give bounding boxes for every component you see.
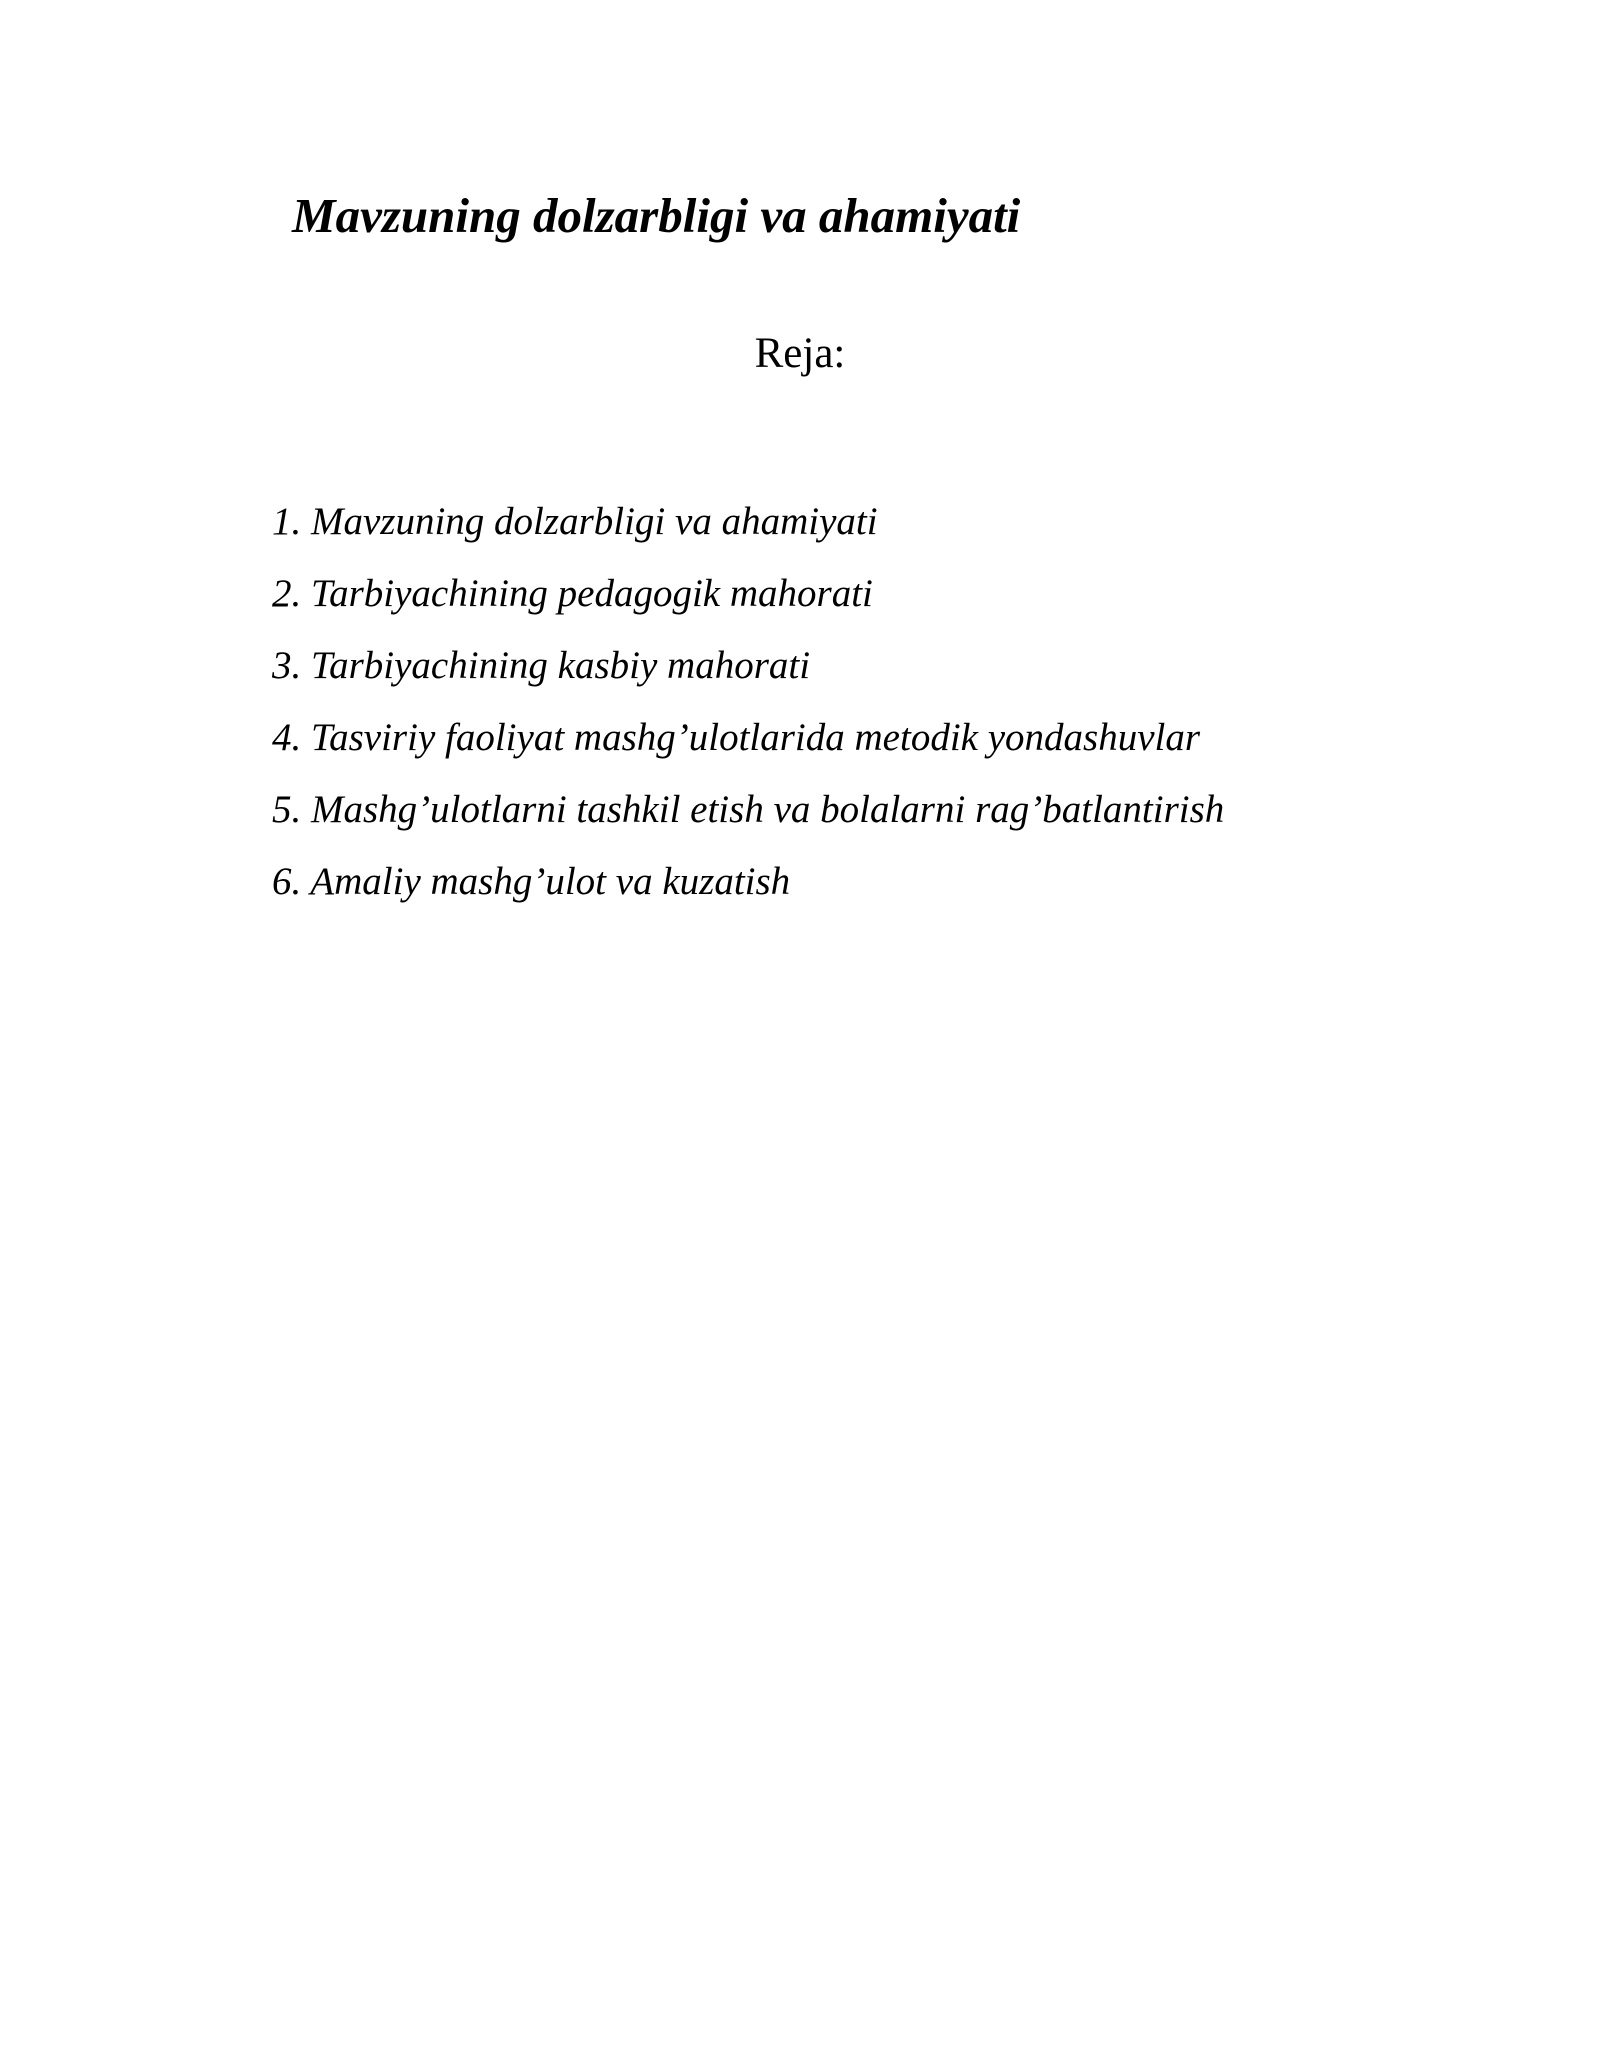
plan-item-number: 1. [272,500,302,543]
document-title: Mavzuning dolzarbligi va ahamiyati [292,188,1021,243]
plan-item-6 [272,846,1224,918]
plan-item-text: Amaliy mashg’ulot va kuzatish [310,860,791,903]
plan-item-2 [272,558,1224,630]
plan-heading: Reja: [754,330,846,377]
plan-item-4 [272,702,1224,774]
plan-item-number: 2. [272,572,302,615]
plan-item-number: 4. [272,716,302,759]
plan-item-text: Mashg’ulotlarni tashkil etish va bolalarni rag’batlantirish [311,788,1225,831]
plan-list [272,486,1224,918]
plan-item-text: Tasviriy faoliyat mashg’ulotlarida metodik yondashuvlar [311,716,1201,759]
plan-item-number: 6. [272,860,302,903]
plan-item-1 [272,486,1224,558]
plan-item-number: 5. [272,788,302,831]
plan-item-text: Mavzuning dolzarbligi va ahamiyati [311,500,878,543]
plan-item-5 [272,774,1224,846]
plan-item-number: 3. [272,644,302,687]
plan-item-text: Tarbiyachining kasbiy mahorati [311,644,811,687]
plan-item-3 [272,630,1224,702]
plan-item-text: Tarbiyachining pedagogik mahorati [311,572,873,615]
